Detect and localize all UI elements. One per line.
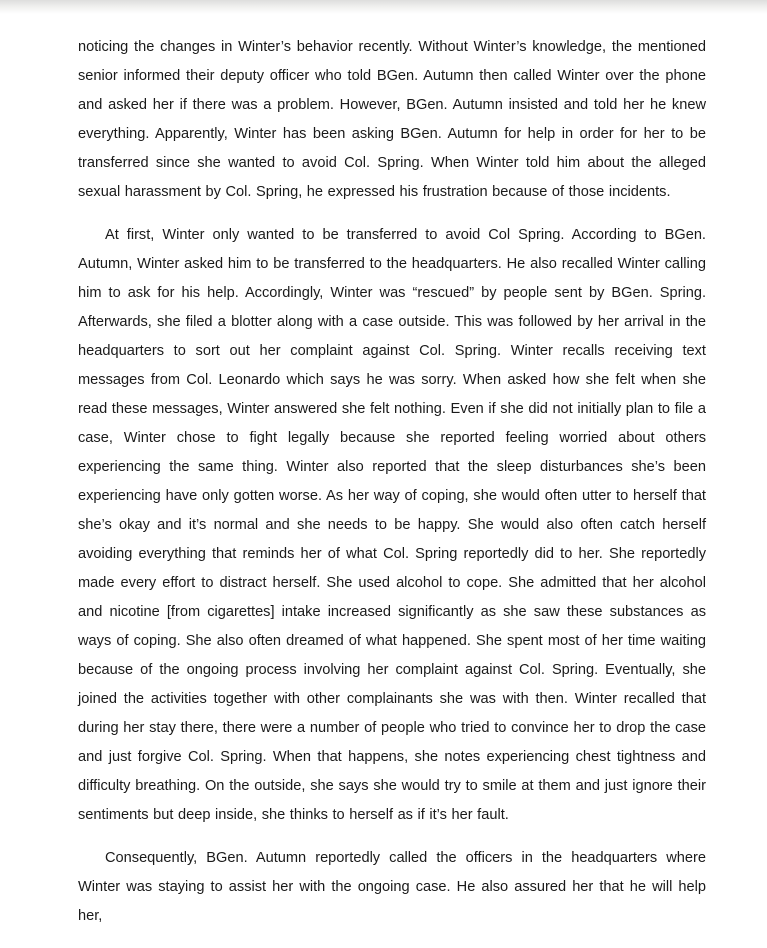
page-top-shadow xyxy=(0,0,767,14)
paragraph: noticing the changes in Winter’s behavior recently. Without Winter’s knowledge, the mentioned senior informed their deputy officer who told BGen. Autumn then called Winter over the phone and asked her if there was a problem. However, BGen. Autumn insisted and told her he knew everything. Apparently, Winter has been asking BGen. Autumn for help in order for her to be transferred since she wanted to avoid Col. Spring. When Winter told him about the alleged sexual harassment by Col. Spring, he expressed his frustration because of those incidents. xyxy=(78,39,706,200)
paragraph: Consequently, BGen. Autumn reportedly called the officers in the headquarters where Winter was staying to assist her with the ongoing case. He also assured her that he will help her, xyxy=(78,850,706,924)
paragraph: At first, Winter only wanted to be transferred to avoid Col Spring. According to BGen. Autumn, Winter asked him to be transferred to the headquarters. He also recalled Winter calling him to ask for his help. Accordingly, Winter was “rescued” by people sent by BGen. Spring. Afterwards, she filed a blotter along with a case outside. This was followed by her arrival in the headquarters to sort out her complaint against Col. Spring. Winter recalls receiving text messages from Col. Leonardo which says he was sorry. When asked how she felt when she read these messages, Winter answered she felt nothing. Even if she did not initially plan to file a case, Winter chose to fight legally because she reported feeling worried about others experiencing the same thing. Winter also reported that the sleep disturbances she’s been experiencing have only gotten worse. As her way of coping, she would often utter to herself that she’s okay and it’s normal and she needs to be happy. She would also often catch herself avoiding everything that reminds her of what Col. Spring reportedly did to her. She reportedly made every effort to distract herself. She used alcohol to cope. She admitted that her alcohol and nicotine [from cigarettes] intake increased significantly as she saw these substances as ways of coping. She also often dreamed of what happened. She spent most of her time waiting because of the ongoing process involving her complaint against Col. Spring. Eventually, she joined the activities together with other complainants she was with then. Winter recalled that during her stay there, there were a number of people who tried to convince her to drop the case and just forgive Col. Spring. When that happens, she notes experiencing chest tightness and difficulty breathing. On the outside, she says she would try to smile at them and just ignore their sentiments but deep inside, she thinks to herself as if it’s her fault. xyxy=(78,227,706,823)
document-text-block xyxy=(78,33,706,945)
